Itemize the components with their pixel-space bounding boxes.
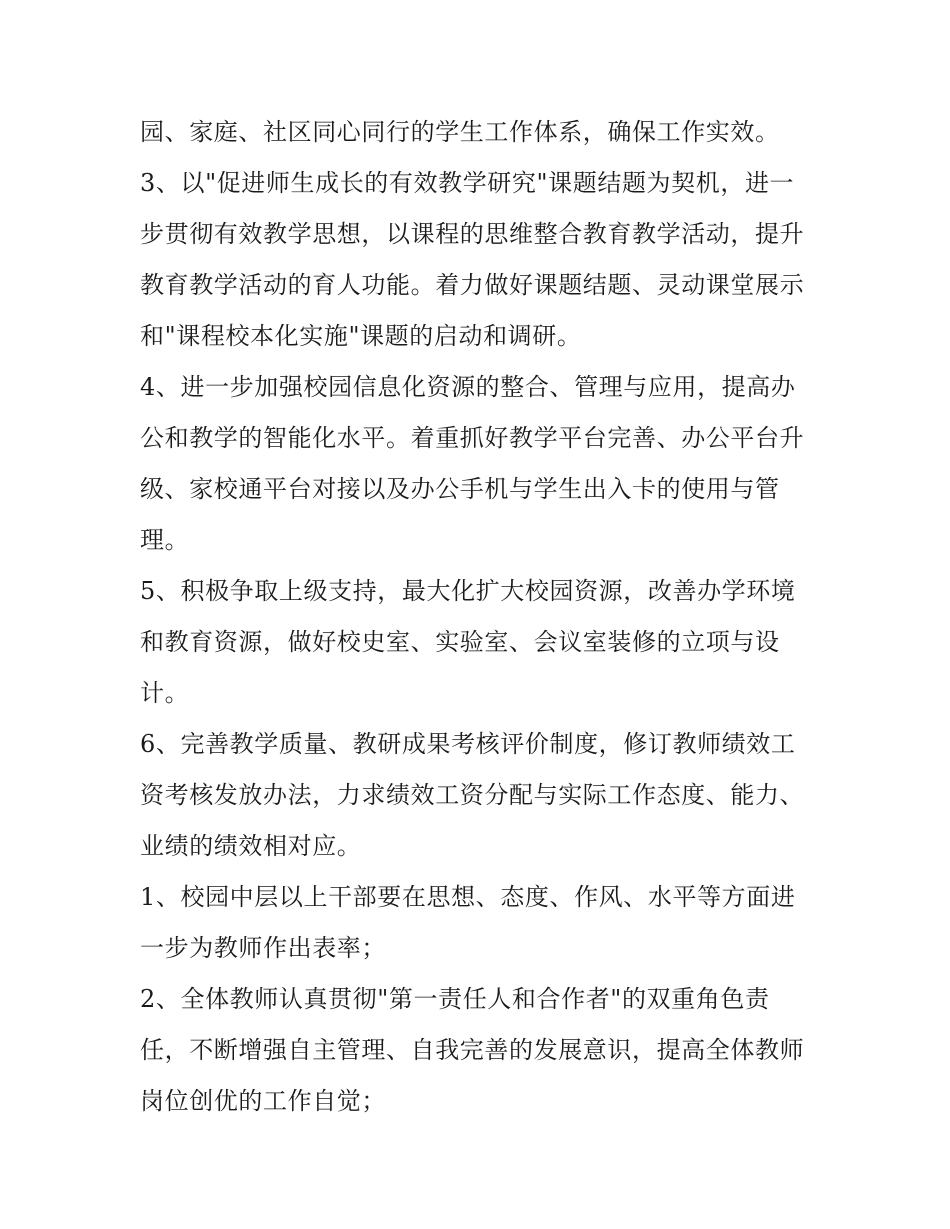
text-line: 计。 — [140, 679, 190, 707]
text-line: 2、全体教师认真贯彻"第一责任人和合作者"的双重角色责 — [140, 985, 770, 1013]
text-line: 5、积极争取上级支持，最大化扩大校园资源，改善办学环境 — [140, 577, 796, 605]
text-line: 资考核发放办法，力求绩效工资分配与实际工作态度、能力、 — [140, 781, 805, 809]
text-line: 任，不断增强自主管理、自我完善的发展意识，提高全体教师 — [140, 1036, 805, 1064]
text-line: 6、完善教学质量、教研成果考核评价制度，修订教师绩效工 — [140, 730, 796, 758]
text-line: 4、进一步加强校园信息化资源的整合、管理与应用，提高办 — [140, 373, 796, 401]
text-line: 业绩的绩效相对应。 — [140, 832, 362, 860]
text-line: 和教育资源，做好校史室、实验室、会议室装修的立项与设 — [140, 628, 780, 656]
text-line: 级、家校通平台对接以及办公手机与学生出入卡的使用与管 — [140, 475, 780, 503]
document-body — [140, 107, 820, 1127]
text-line: 1、校园中层以上干部要在思想、态度、作风、水平等方面进 — [140, 883, 796, 911]
text-line: 3、以"促进师生成长的有效教学研究"课题结题为契机，进一 — [140, 169, 795, 197]
text-line: 和"课程校本化实施"课题的启动和调研。 — [140, 322, 582, 350]
text-line: 教育教学活动的育人功能。着力做好课题结题、灵动课堂展示 — [140, 271, 805, 299]
text-line: 理。 — [140, 526, 190, 554]
text-line: 步贯彻有效教学思想，以课程的思维整合教育教学活动，提升 — [140, 220, 805, 248]
text-line: 园、家庭、社区同心同行的学生工作体系，确保工作实效。 — [140, 118, 780, 146]
text-line: 一步为教师作出表率； — [140, 934, 386, 962]
text-line: 岗位创优的工作自觉； — [140, 1087, 386, 1115]
text-line: 公和教学的智能化水平。着重抓好教学平台完善、办公平台升 — [140, 424, 805, 452]
